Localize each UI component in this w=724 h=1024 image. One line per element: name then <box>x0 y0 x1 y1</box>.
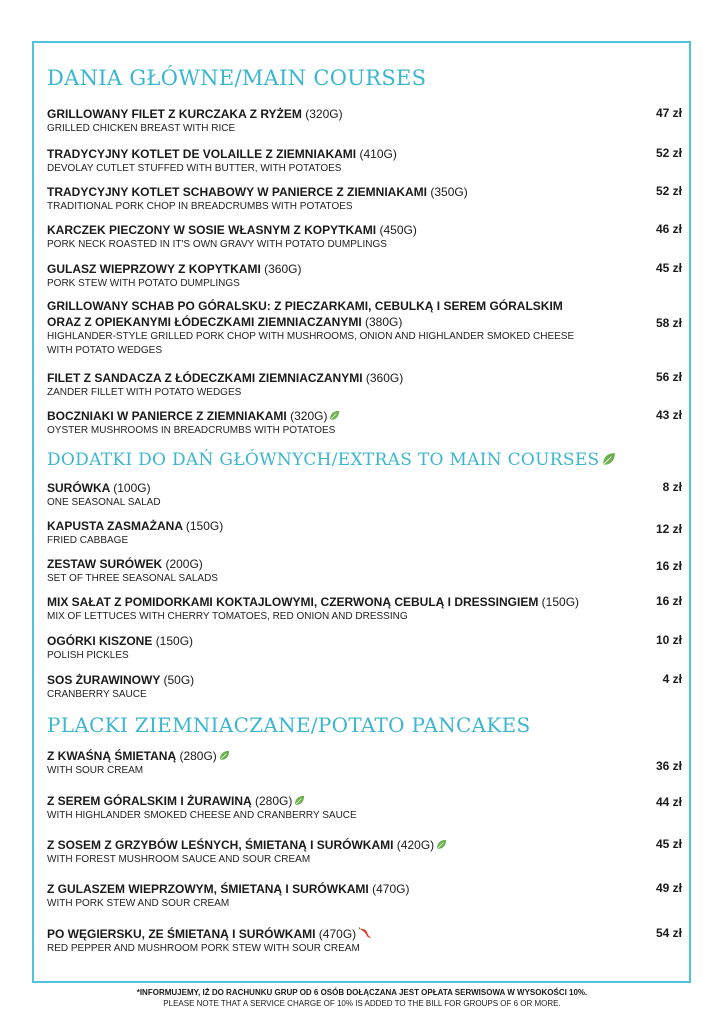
price: 47 zł <box>655 106 682 120</box>
price: 43 zł <box>655 408 682 422</box>
price: 36 zł <box>655 759 682 773</box>
menu-item: GULASZ WIEPRZOWY Z KOPYTKAMI (360G) PORK STEW WITH POTATO DUMPLINGS 45 zł <box>47 261 682 289</box>
menu-item: MIX SAŁAT Z POMIDORKAMI KOKTAJLOWYMI, CZERWONĄ CEBULĄ I DRESSINGIEM (150G) MIX OF LETTUCES WITH CHERRY TOMATOES, RED ONION AND DRESSING 16 zł <box>47 594 682 622</box>
menu-item: KARCZEK PIECZONY W SOSIE WŁASNYM Z KOPYTKAMI (450G) PORK NECK ROASTED IN IT'S OWN GRAVY WITH POTATO DUMPLINGS 46 zł <box>47 222 682 250</box>
chili-pepper-icon <box>358 927 372 939</box>
section-title-extras: DODATKI DO DAŃ GŁÓWNYCH/EXTRAS TO MAIN COURSES <box>47 450 616 470</box>
menu-item: BOCZNIAKI W PANIERCE Z ZIEMNIAKAMI (320G) OYSTER MUSHROOMS IN BREADCRUMBS WITH POTATOES 43 zł <box>47 408 682 436</box>
menu-item: Z KWAŚNĄ ŚMIETANĄ (280G) WITH SOUR CREAM 36 zł <box>47 749 682 776</box>
price: 54 zł <box>655 926 682 940</box>
menu-item: OGÓRKI KISZONE (150G) POLISH PICKLES 10 zł <box>47 633 682 661</box>
section-title-main-courses: DANIA GŁÓWNE/MAIN COURSES <box>47 66 427 90</box>
leaf-icon <box>294 795 305 806</box>
price: 52 zł <box>655 146 682 160</box>
menu-item: SOS ŻURAWINOWY (50G) CRANBERRY SAUCE 4 zł <box>47 672 682 700</box>
leaf-icon <box>602 452 616 466</box>
menu-item: TRADYCYJNY KOTLET DE VOLAILLE Z ZIEMNIAKAMI (410G) DEVOLAY CUTLET STUFFED WITH BUTTER, WITH POTATOES 52 zł <box>47 146 682 174</box>
price: 4 zł <box>662 672 682 686</box>
price: 52 zł <box>655 184 682 198</box>
section-title-potato-pancakes: PLACKI ZIEMNIACZANE/POTATO PANCAKES <box>47 713 531 737</box>
price: 12 zł <box>655 522 682 536</box>
menu-item: ZESTAW SURÓWEK (200G) SET OF THREE SEASONAL SALADS 16 zł <box>47 557 682 584</box>
price: 56 zł <box>655 370 682 384</box>
price: 45 zł <box>655 261 682 275</box>
menu-item: FILET Z SANDACZA Z ŁÓDECZKAMI ZIEMNIACZANYMI (360G) ZANDER FILLET WITH POTATO WEDGES 56 zł <box>47 370 682 398</box>
price: 8 zł <box>662 480 682 494</box>
menu-item: GRILLOWANY FILET Z KURCZAKA Z RYŻEM (320G) GRILLED CHICKEN BREAST WITH RICE 47 zł <box>47 106 682 134</box>
price: 44 zł <box>655 795 682 809</box>
service-charge-note-en: PLEASE NOTE THAT A SERVICE CHARGE OF 10% IS ADDED TO THE BILL FOR GROUPS OF 6 OR MORE. <box>163 999 561 1008</box>
leaf-icon <box>219 750 230 761</box>
service-charge-note-pl: *INFORMUJEMY, IŻ DO RACHUNKU GRUP OD 6 OSÓB DOŁĄCZANA JEST OPŁATA SERWISOWA W WYSOKOŚCI 10%. <box>136 988 588 997</box>
price: 58 zł <box>655 316 682 330</box>
price: 45 zł <box>655 837 682 851</box>
menu-item: TRADYCYJNY KOTLET SCHABOWY W PANIERCE Z ZIEMNIAKAMI (350G) TRADITIONAL PORK CHOP IN BREADCRUMBS WITH POTATOES 52 zł <box>47 184 682 212</box>
price: 16 zł <box>655 559 682 573</box>
menu-item: Z GULASZEM WIEPRZOWYM, ŚMIETANĄ I SURÓWKAMI (470G) WITH PORK STEW AND SOUR CREAM 49 zł <box>47 881 682 909</box>
menu-item: GRILLOWANY SCHAB PO GÓRALSKU: Z PIECZARKAMI, CEBULKĄ I SEREM GÓRALSKIM ORAZ Z OPIEKANYMI ŁÓDECZKAMI ZIEMNIACZANYMI (380G) HIGHLANDER-STYLE GRILLED PORK CHOP WITH MUSHROOMS, ONION AND HIGHLANDER SMOKED CHEESE WITH POTATO WEDGES 58 zł <box>47 299 682 356</box>
menu-item: Z SEREM GÓRALSKIM I ŻURAWINĄ (280G) WITH HIGHLANDER SMOKED CHEESE AND CRANBERRY SAUCE 44 zł <box>47 794 682 821</box>
menu-item: Z SOSEM Z GRZYBÓW LEŚNYCH, ŚMIETANĄ I SURÓWKAMI (420G) WITH FOREST MUSHROOM SAUCE AND SOUR CREAM 45 zł <box>47 837 682 865</box>
menu-item: PO WĘGIERSKU, ZE ŚMIETANĄ I SURÓWKAMI (470G) RED PEPPER AND MUSHROOM PORK STEW WITH SOUR CREAM 54 zł <box>47 926 682 954</box>
price: 10 zł <box>655 633 682 647</box>
menu-item: KAPUSTA ZASMAŻANA (150G) FRIED CABBAGE 12 zł <box>47 519 682 546</box>
price: 16 zł <box>655 594 682 608</box>
menu-item: SURÓWKA (100G) ONE SEASONAL SALAD 8 zł <box>47 480 682 508</box>
leaf-icon <box>436 839 447 850</box>
leaf-icon <box>329 410 340 421</box>
price: 49 zł <box>655 881 682 895</box>
price: 46 zł <box>655 222 682 236</box>
